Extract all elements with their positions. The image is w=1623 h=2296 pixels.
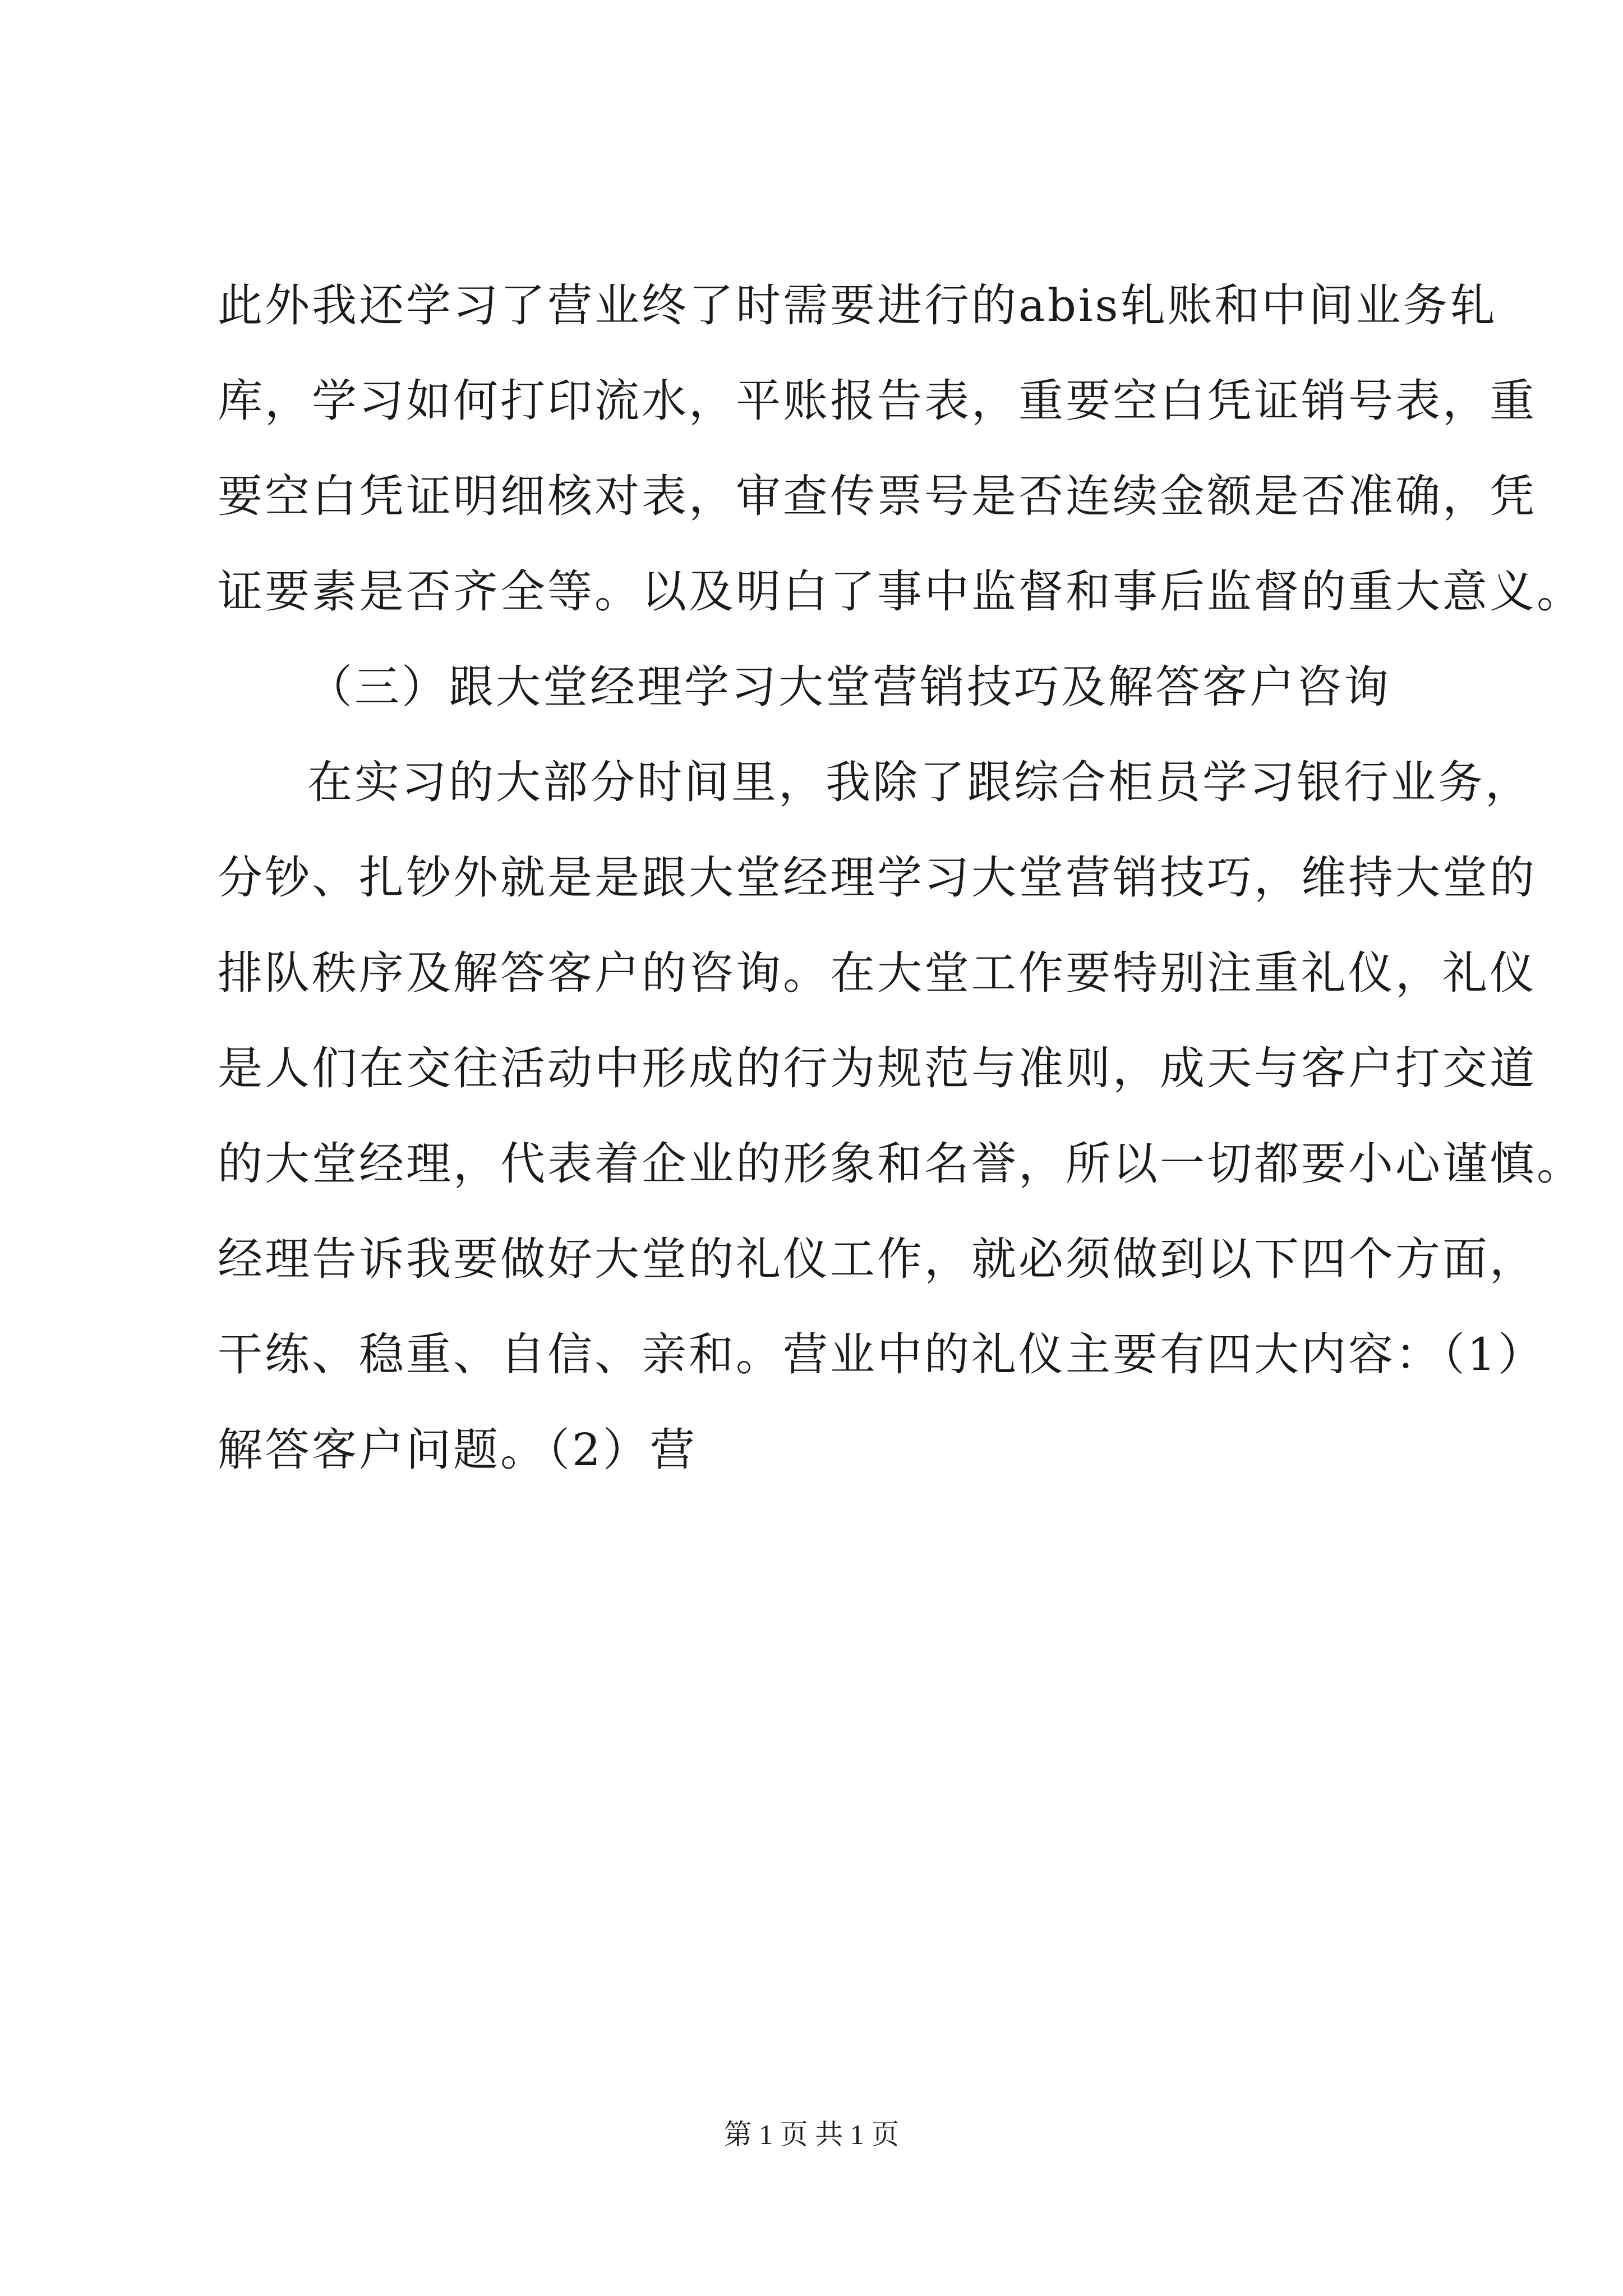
paragraph-line: 干练、稳重、自信、亲和。营业中的礼仪主要有四大内容：（1） xyxy=(218,1328,1545,1381)
paragraph-line: 分钞、扎钞外就是是跟大堂经理学习大堂营销技巧，维持大堂的 xyxy=(218,852,1537,904)
paragraph-line: 经理告诉我要做好大堂的礼仪工作，就必须做到以下四个方面， xyxy=(218,1233,1537,1285)
paragraph-line: 库，学习如何打印流水，平账报告表，重要空白凭证销号表，重 xyxy=(218,375,1537,427)
paragraph-line: 是人们在交往活动中形成的行为规范与准则，成天与客户打交道 xyxy=(218,1042,1537,1094)
paragraph-line: 解答客户问题。（2）营 xyxy=(218,1424,697,1476)
section-heading: （三）跟大堂经理学习大堂营销技巧及解答客户咨询 xyxy=(307,661,1391,713)
paragraph-line: 排队秩序及解答客户的咨询。在大堂工作要特别注重礼仪，礼仪 xyxy=(218,947,1537,999)
paragraph-line: 在实习的大部分时间里，我除了跟综合柜员学习银行业务， xyxy=(307,756,1532,808)
paragraph-line: 的大堂经理，代表着企业的形象和名誉，所以一切都要小心谨慎。 xyxy=(218,1138,1584,1190)
document-body xyxy=(218,258,1584,1498)
paragraph-line: 此外我还学习了营业终了时需要进行的abis轧账和中间业务轧 xyxy=(218,279,1497,332)
page-number-footer: 第 1 页 共 1 页 xyxy=(723,2119,900,2150)
paragraph-line: 要空白凭证明细核对表，审查传票号是否连续金额是否准确，凭 xyxy=(218,470,1537,522)
paragraph-line: 证要素是否齐全等。以及明白了事中监督和事后监督的重大意义。 xyxy=(218,565,1584,618)
